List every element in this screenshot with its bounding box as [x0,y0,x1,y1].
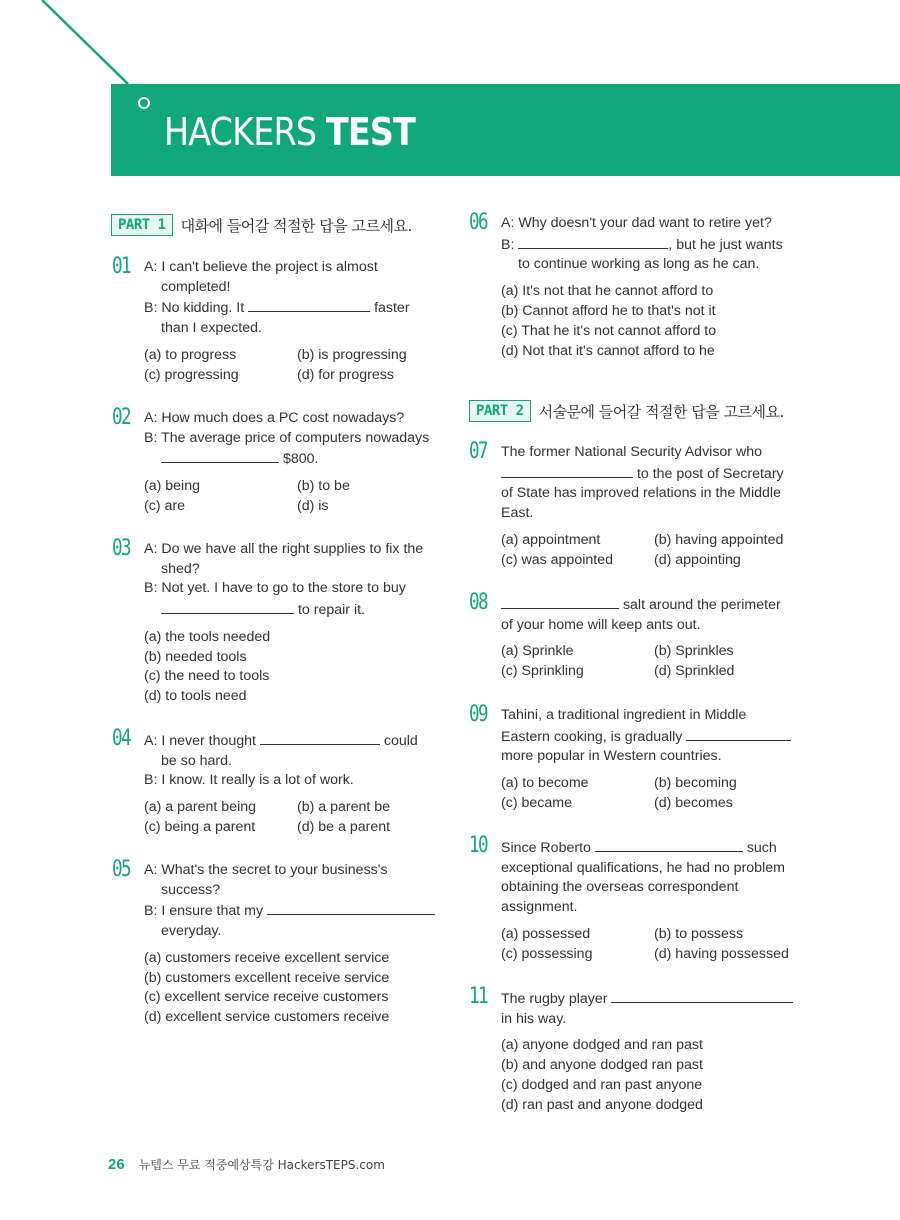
option-a[interactable]: (a) anyone dodged and ran past [501,1037,703,1054]
option-a[interactable]: (a) being [144,478,200,495]
option-c[interactable]: (c) being a parent [144,818,256,835]
options [144,949,452,1028]
question-number: 08 [469,590,487,615]
question-text: East. [501,505,534,522]
question-text-line: salt around the perimeter [501,594,809,616]
question-text: shed? [161,560,200,577]
page-number: 26 [108,1156,125,1173]
title-light: HACKERS [164,110,317,154]
question-07 [469,439,809,570]
options [501,925,809,965]
option-b[interactable]: (b) to possess [654,925,744,942]
option-b[interactable]: (b) is progressing [297,346,407,363]
question-text: completed! [161,278,231,295]
option-d[interactable]: (d) be a parent [297,818,391,835]
option-b[interactable]: (b) having appointed [654,531,784,548]
question-11 [469,984,809,1116]
option-b[interactable]: (b) Cannot afford he to that's not it [501,302,716,319]
header-banner [111,84,900,176]
question-text: exceptional qualifications, he had no problem [501,859,785,876]
question-text-line: Since Roberto such [501,837,809,859]
question-text: of State has improved relations in the Middle [501,485,781,502]
question-number: 06 [469,210,487,235]
question-number: 02 [112,405,130,430]
option-b[interactable]: (b) becoming [654,775,737,792]
answer-blank [260,730,380,745]
option-a[interactable]: (a) possessed [501,925,591,942]
option-a[interactable]: (a) a parent being [144,799,256,816]
answer-blank [248,297,370,312]
banner-dot-icon [138,97,150,109]
part2-tag: PART 2 [469,400,531,422]
options [501,1036,809,1115]
question-number: 07 [469,439,487,464]
question-text-line: Eastern cooking, is gradually [501,726,809,748]
option-d[interactable]: (d) ran past and anyone dodged [501,1096,703,1113]
options [144,628,452,707]
option-c[interactable]: (c) are [144,497,185,514]
question-text: be so hard. [161,752,232,769]
decorative-diagonal-line [0,0,140,90]
option-b[interactable]: (b) and anyone dodged ran past [501,1057,703,1074]
options [501,774,809,814]
question-05 [112,857,452,1028]
question-number: 01 [112,254,130,279]
option-a[interactable]: (a) Sprinkle [501,643,574,660]
question-text: of your home will keep ants out. [501,616,701,633]
option-d[interactable]: (d) for progress [297,366,394,383]
option-a[interactable]: (a) It's not that he cannot afford to [501,283,714,300]
question-08 [469,590,809,682]
question-text: B: I know. It really is a lot of work. [144,772,354,789]
option-b[interactable]: (b) customers excellent receive service [144,969,390,986]
question-text: Tahini, a traditional ingredient in Middle [501,707,747,723]
footer-text: 뉴텝스 무료 적중예상특강 HackersTEPS.com [138,1158,385,1172]
option-d[interactable]: (d) appointing [654,551,741,568]
option-a[interactable]: (a) the tools needed [144,628,271,645]
page-footer [108,1156,385,1173]
option-c[interactable]: (c) excellent service receive customers [144,989,389,1006]
option-d[interactable]: (d) having possessed [654,945,789,962]
part2-heading [469,400,784,422]
option-c[interactable]: (c) Sprinkling [501,663,584,680]
question-text: in his way. [501,1010,567,1027]
option-a[interactable]: (a) to become [501,775,589,792]
option-d[interactable]: (d) becomes [654,794,733,811]
question-text-line: B: I ensure that my [144,900,452,922]
title-bold: TEST [325,110,415,154]
question-text: success? [161,881,221,898]
answer-blank [686,726,791,741]
answer-blank [611,988,793,1003]
question-text: A: Why doesn't your dad want to retire yet? [501,215,772,231]
option-d[interactable]: (d) Not that it's cannot afford to he [501,342,715,359]
part1-tag: PART 1 [111,214,173,236]
options [501,531,809,571]
part2-instruction: 서술문에 들어갈 적절한 답을 고르세요. [538,402,784,421]
question-10 [469,833,809,964]
question-text-line: $800. [144,448,452,470]
question-text-line: A: I never thought could [144,730,452,752]
answer-blank [161,448,279,463]
question-text: everyday. [161,923,222,940]
page-title [164,109,415,155]
part1-instruction: 대화에 들어갈 적절한 답을 고르세요. [180,216,412,235]
option-c[interactable]: (c) the need to tools [144,668,270,685]
question-number: 05 [112,857,130,882]
question-01 [112,254,452,385]
option-b[interactable]: (b) a parent be [297,799,391,816]
option-c[interactable]: (c) was appointed [501,551,613,568]
answer-blank [161,599,294,614]
answer-blank [501,463,633,478]
option-d[interactable]: (d) Sprinkled [654,663,735,680]
question-number: 04 [112,726,130,751]
option-a[interactable]: (a) appointment [501,531,601,548]
options [144,346,452,386]
question-text: A: How much does a PC cost nowadays? [144,410,405,426]
question-text: A: Do we have all the right supplies to fix the [144,541,424,557]
option-a[interactable]: (a) to progress [144,346,237,363]
part1-heading [111,214,412,236]
option-a[interactable]: (a) customers receive excellent service [144,949,390,966]
question-number: 03 [112,536,130,561]
question-text: A: I can't believe the project is almost [144,259,378,275]
question-text-line: The rugby player [501,988,809,1010]
question-09 [469,702,809,814]
question-text-line: to repair it. [144,599,452,621]
question-text: than I expected. [161,320,262,337]
options [144,798,452,838]
question-text-line: B: No kidding. It faster [144,297,452,319]
question-number: 10 [469,833,487,858]
question-text: A: What's the secret to your business's [144,862,388,878]
answer-blank [501,594,619,609]
option-c[interactable]: (c) That he it's not cannot afford to [501,322,717,339]
option-b[interactable]: (b) needed tools [144,648,247,665]
option-b[interactable]: (b) Sprinkles [654,643,734,660]
option-d[interactable]: (d) excellent service customers receive [144,1009,390,1026]
option-d[interactable]: (d) to tools need [144,688,247,705]
question-03 [112,536,452,707]
question-text: B: Not yet. I have to go to the store to buy [144,580,406,597]
question-number: 11 [469,984,487,1009]
question-number: 09 [469,702,487,727]
options [501,642,809,682]
question-text-line: B: , but he just wants [501,234,809,256]
option-c[interactable]: (c) became [501,794,572,811]
option-c[interactable]: (c) progressing [144,366,239,383]
options [144,477,452,517]
question-06 [469,210,809,361]
question-04 [112,726,452,838]
question-text: assignment. [501,899,578,916]
option-c[interactable]: (c) dodged and ran past anyone [501,1077,703,1093]
question-text-line: to the post of Secretary [501,463,809,485]
question-text: B: The average price of computers nowadays [144,429,430,446]
question-text: obtaining the overseas correspondent [501,879,739,896]
options [501,282,809,361]
option-b[interactable]: (b) to be [297,478,350,495]
question-02 [112,405,452,517]
question-text: The former National Security Advisor who [501,444,762,460]
answer-blank [595,837,743,852]
question-text: more popular in Western countries. [501,748,722,765]
question-text: to continue working as long as he can. [518,256,760,273]
answer-blank [267,900,435,915]
option-d[interactable]: (d) is [297,497,329,514]
answer-blank [518,234,668,249]
option-c[interactable]: (c) possessing [501,945,593,962]
